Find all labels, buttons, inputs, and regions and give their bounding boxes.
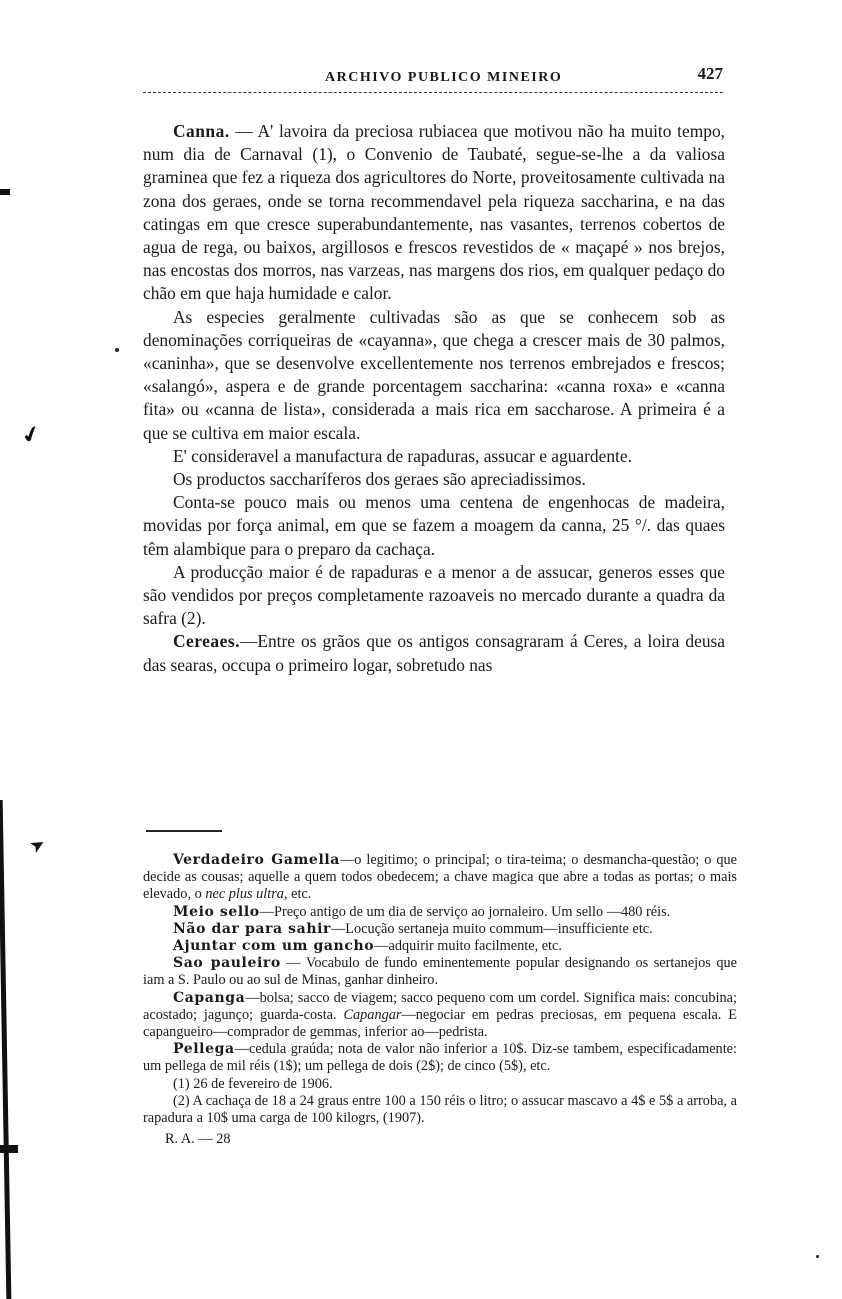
header-rule bbox=[143, 92, 723, 93]
glossary-term: Ajuntar com um gancho bbox=[173, 938, 375, 955]
glossary-term: Meio sello bbox=[173, 903, 260, 920]
glossary-entry bbox=[143, 852, 737, 904]
glossary-entry bbox=[143, 1041, 737, 1075]
glossary-term: Pellega bbox=[173, 1041, 235, 1058]
paragraph-text: As especies geralmente cultivadas são as que se conhecem sob as denominações corriqueiras de «cayanna», que chega a crescer mais de 30 palmos, «caninha», que se desenvolve excellentemente nos terrenos embrejados e frescos; «salangó», aspera e de grande porcentagem saccharina: «canna roxa» e «canna fita» ou «canna de lista», considerada a mais rica em saccharose. A primeira é a que se cultiva em maior escala. bbox=[143, 306, 725, 443]
footnotes bbox=[143, 852, 737, 1148]
glossary-definition: —Locução sertaneja muito commum—insufficiente etc. bbox=[331, 920, 653, 937]
glossary-definition: —adquirir muito facilmente, etc. bbox=[374, 938, 562, 955]
binding-edge bbox=[0, 800, 11, 1299]
paragraph-text: — A' lavoira da preciosa rubiacea que motivou não ha muito tempo, num dia de Carnaval (1), o Convenio de Taubaté, segue-se-lhe a da valiosa graminea que fez a riqueza dos agricultores do Norte, proveitosamente cultivada na zona dos geraes, onde se torna recommendavel pela riqueza saccharina, e na das catingas em que cresce superabundantemente, nas vasantes, terrenos cobertos de agua de rega, ou baixos, argillosos e frescos revestidos de « maçapé » nos brejos, nas encostas dos morros, nas varzeas, nas margens dos rios, em qualquer pedaço do chão em que haja humidade e calor. bbox=[143, 121, 725, 304]
page-number: 427 bbox=[697, 64, 723, 83]
glossary-after: —negociar em pedras preciosas, em pequena escala. E capangueiro—comprador de gemmas, inferior ao—pedrista. bbox=[143, 1006, 737, 1041]
paragraph-producao bbox=[143, 561, 725, 631]
margin-mark bbox=[0, 189, 10, 195]
paragraph-manufactura bbox=[143, 445, 725, 468]
glossary-definition: —Preço antigo de um dia de serviço ao jornaleiro. Um sello —480 réis. bbox=[259, 903, 671, 920]
paragraph-text: Conta-se pouco mais ou menos uma centena de engenhocas de madeira, movidas por força animal, em que se fazem a moagem da canna, 25 °/. das quaes têm alambique para o preparo da cachaça. bbox=[143, 492, 725, 559]
glossary-italic: Capangar bbox=[343, 1006, 402, 1023]
footnote-1: (1) 26 de fevereiro de 1906. bbox=[173, 1075, 333, 1092]
glossary-entry bbox=[143, 955, 737, 989]
check-mark-icon: ➤ bbox=[26, 832, 50, 858]
glossary-term: Verdadeiro Gamella bbox=[173, 852, 340, 868]
section-heading-canna: Canna. bbox=[173, 121, 230, 141]
signature-mark: R. A. — 28 bbox=[165, 1131, 231, 1148]
paragraph-text: E' consideravel a manufactura de rapaduras, assucar e aguardente. bbox=[173, 445, 632, 466]
margin-dot bbox=[115, 348, 119, 352]
glossary-term: Sao pauleiro bbox=[173, 955, 281, 972]
glossary-entry bbox=[143, 904, 737, 921]
glossary-term: Capanga bbox=[173, 989, 246, 1006]
body-text bbox=[143, 120, 725, 677]
footnote-2: (2) A cachaça de 18 a 24 graus entre 100 a 150 réis o litro; o assucar mascavo a 4$ e 5$ a arroba, a rapadura a 10$ uma carga de 100 kilogrs, (1907). bbox=[143, 1092, 737, 1127]
footnote-rule bbox=[146, 830, 222, 832]
glossary-definition: —bolsa; sacco de viagem; sacco pequeno com um cordel. Significa mais: concubina; acostado; jagunço; guarda-costa. bbox=[143, 989, 737, 1023]
glossary-entry bbox=[143, 938, 737, 955]
paragraph-canna bbox=[143, 120, 725, 306]
glossary-after: , etc. bbox=[283, 886, 312, 903]
running-title: ARCHIVO PUBLICO MINEIRO bbox=[325, 70, 563, 85]
page-header bbox=[143, 62, 723, 92]
paragraph-productos bbox=[143, 468, 725, 491]
paragraph-text: A producção maior é de rapaduras e a menor a de assucar, generos esses que são vendidos por preços completamente razoaveis no mercado durante a quadra da safra (2). bbox=[143, 561, 725, 629]
check-mark-icon: ✔ bbox=[18, 419, 44, 450]
glossary-entry bbox=[143, 921, 737, 938]
paragraph-engenhocas bbox=[143, 491, 725, 561]
paragraph-text: —Entre os grãos que os antigos consagraram á Ceres, a loira deusa das searas, occupa o primeiro logar, sobretudo nas bbox=[143, 631, 725, 675]
paragraph-especies bbox=[143, 306, 725, 445]
paragraph-text: Os productos saccharíferos dos geraes são apreciadissimos. bbox=[173, 469, 586, 490]
glossary-term: Não dar para sahir bbox=[173, 920, 331, 937]
glossary-italic: nec plus ultra bbox=[205, 886, 284, 903]
section-heading-cereaes: Cereaes. bbox=[173, 631, 240, 652]
margin-dot bbox=[816, 1255, 819, 1258]
glossary-definition: —cedula graúda; nota de valor não inferior a 10$. Diz-se tambem, especificadamente: um pellega de mil réis (1$); um pellega de dois (2$); de cinco (5$), etc. bbox=[143, 1041, 737, 1075]
binding-notch bbox=[0, 1145, 18, 1153]
paragraph-cereaes bbox=[143, 630, 725, 676]
glossary-entry bbox=[143, 990, 737, 1042]
glossary-definition: —o legitimo; o principal; o tira-teima; o desmancha-questão; o que decide as cousas; aquelle a quem todos obedecem; a chave magica que abre a todas as portas; o mais elevado, o bbox=[143, 852, 737, 903]
glossary-definition: — Vocabulo de fundo eminentemente popular designando os sertanejos que iam a S. Paulo ou ao sul de Minas, ganhar dinheiro. bbox=[143, 955, 737, 989]
